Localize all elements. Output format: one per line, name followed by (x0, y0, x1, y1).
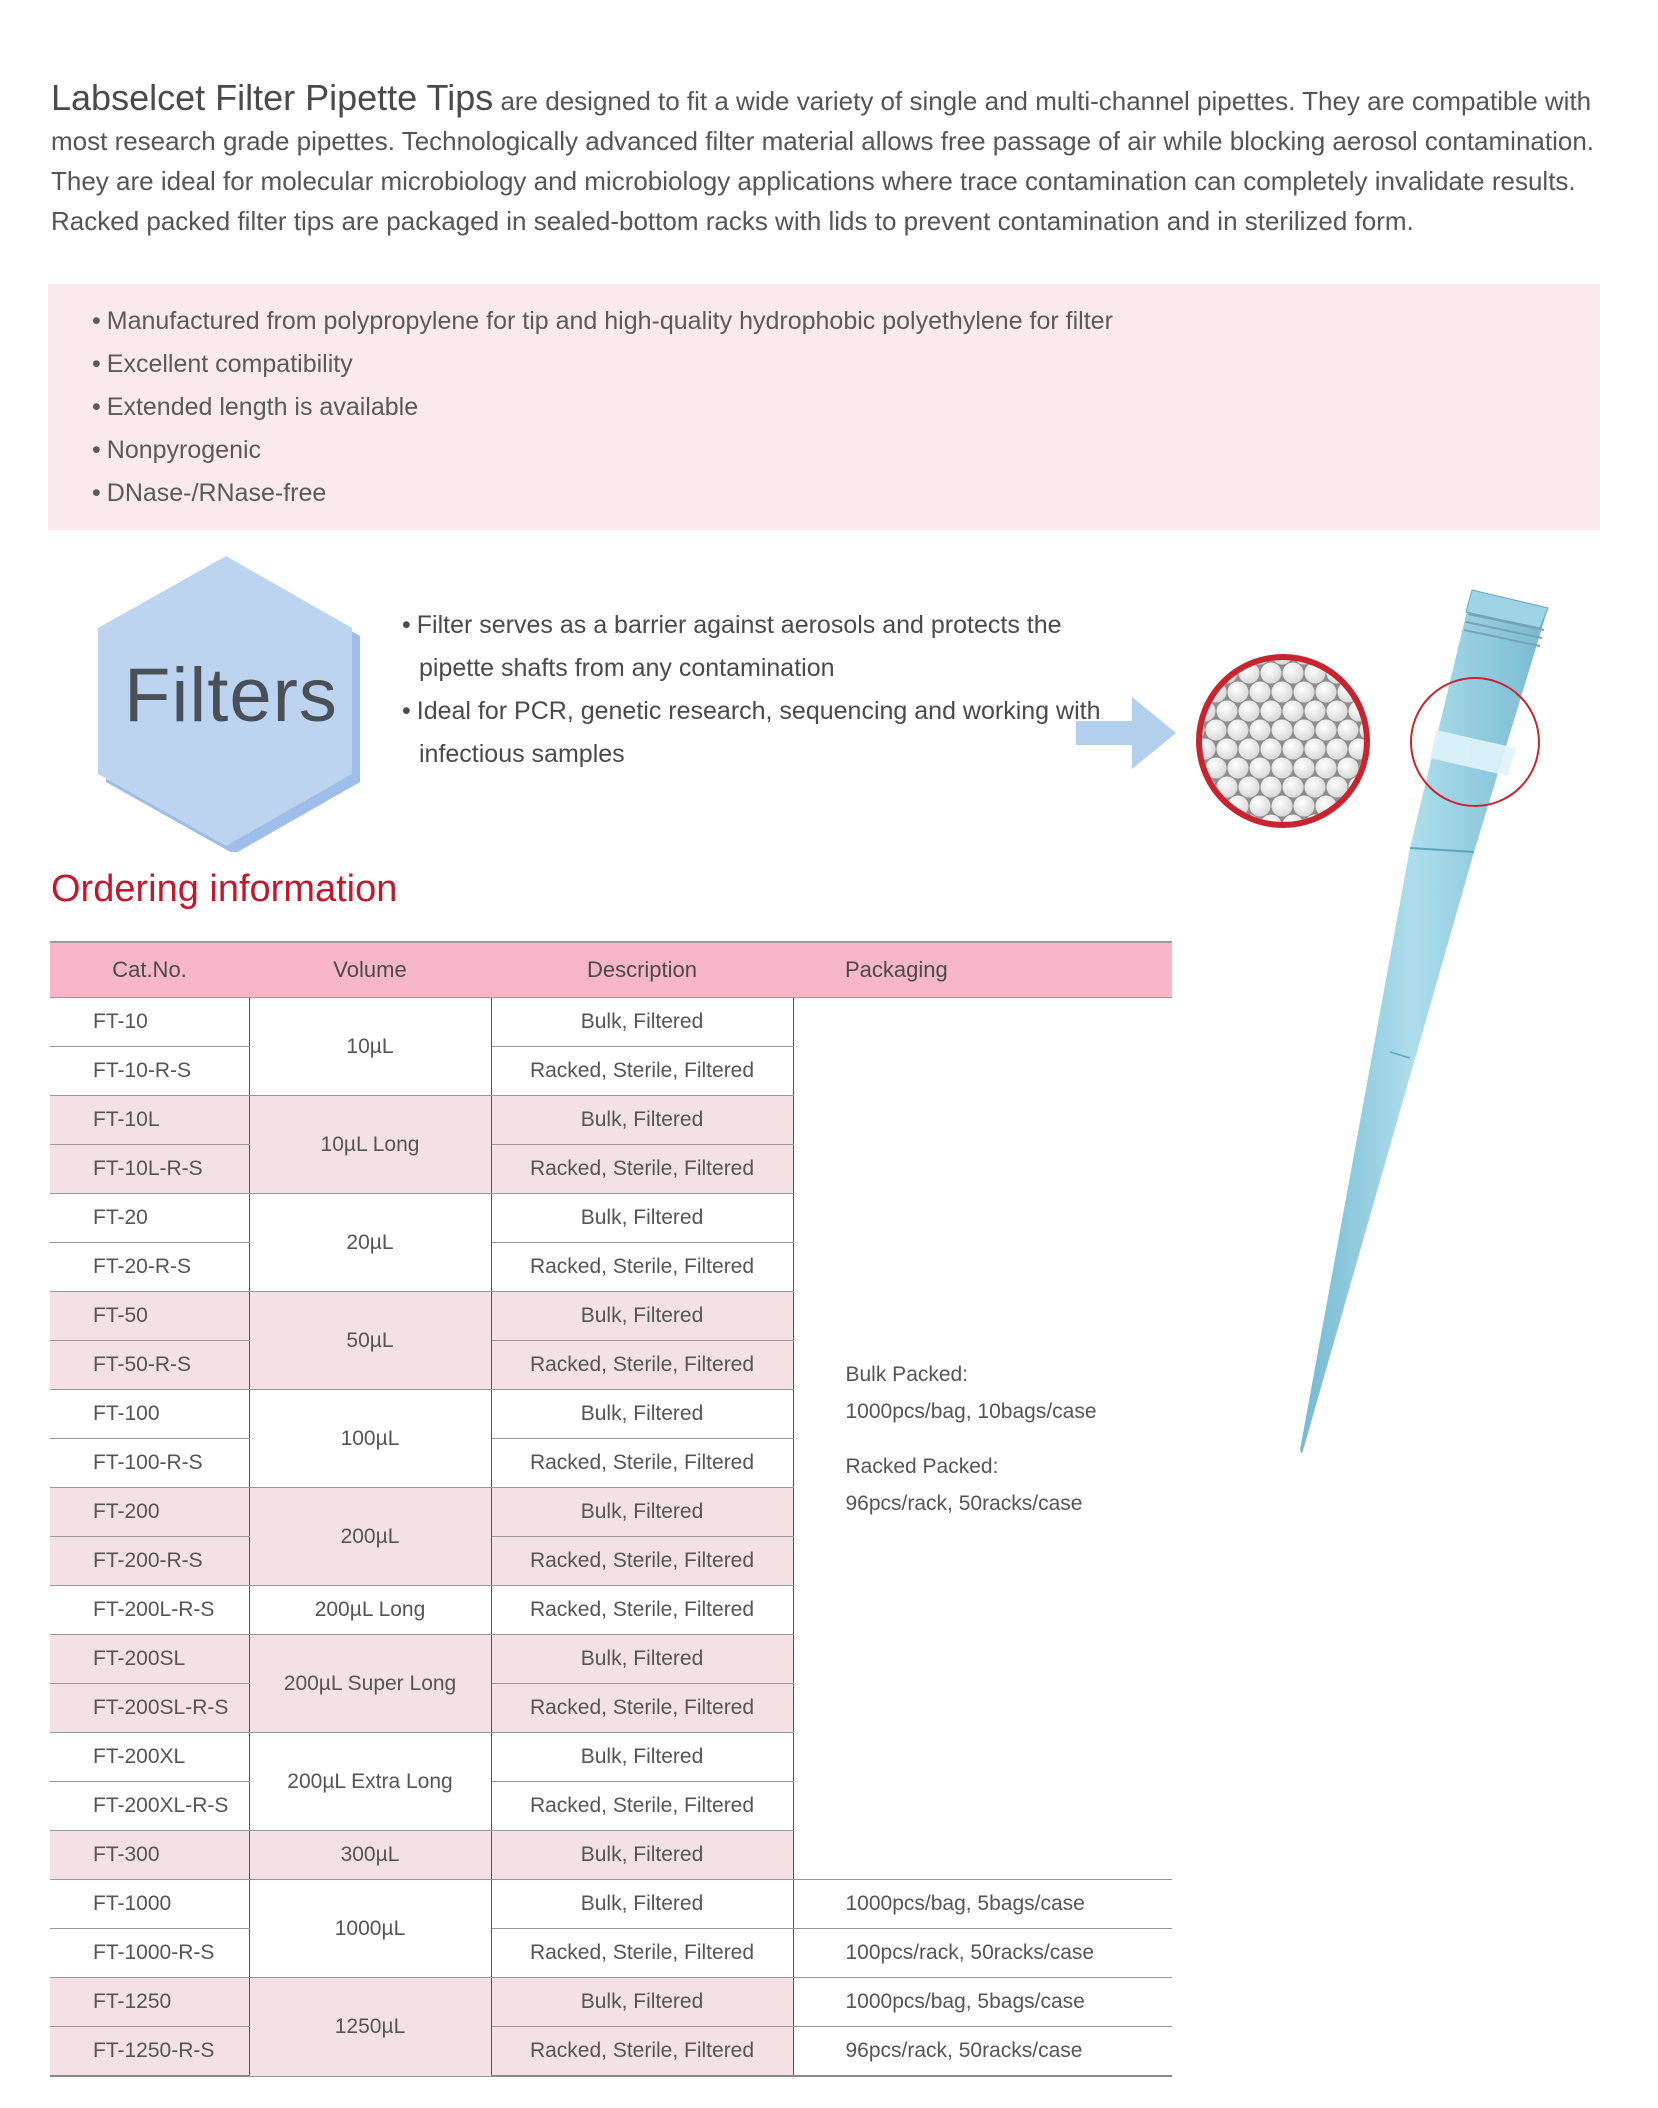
cat-cell: FT-10L (50, 1096, 249, 1145)
cat-cell: FT-300 (50, 1831, 249, 1880)
feature-box (48, 284, 1600, 530)
cat-cell: FT-10 (50, 998, 249, 1047)
shared-packaging-cell (793, 998, 1172, 1880)
description-cell: Bulk, Filtered (491, 1292, 793, 1341)
filter-notes (402, 604, 1102, 776)
cat-cell: FT-200XL (50, 1733, 249, 1782)
cat-cell: FT-200SL-R-S (50, 1684, 249, 1733)
cat-cell: FT-50-R-S (50, 1341, 249, 1390)
volume-cell: 200µL Super Long (249, 1635, 491, 1733)
filter-bead (1217, 815, 1238, 835)
header-packaging: Packaging (793, 942, 1172, 998)
table-header-row (50, 942, 1172, 998)
volume-cell: 50µL (249, 1292, 491, 1390)
brand-name: Labselcet Filter Pipette Tips (51, 77, 494, 118)
volume-cell: 20µL (249, 1194, 491, 1292)
description-cell: Bulk, Filtered (491, 998, 793, 1047)
description-cell: Bulk, Filtered (491, 1488, 793, 1537)
filter-bead (1206, 648, 1227, 665)
description-cell: Bulk, Filtered (491, 1635, 793, 1684)
cat-cell: FT-200XL-R-S (50, 1782, 249, 1831)
description-cell: Racked, Sterile, Filtered (491, 1439, 793, 1488)
feature-item: • Excellent compatibility (92, 343, 1600, 386)
cat-cell: FT-10-R-S (50, 1047, 249, 1096)
filter-bead (1239, 777, 1260, 798)
filter-bead (1261, 701, 1282, 722)
racked-packed-value: 96pcs/rack, 50racks/case (845, 1491, 1083, 1515)
description-cell: Bulk, Filtered (491, 1978, 793, 2027)
filter-bead (1250, 796, 1271, 817)
bulk-packed-value: 1000pcs/bag, 10bags/case (845, 1399, 1097, 1423)
table-row (50, 1929, 1172, 1978)
cat-cell: FT-1250 (50, 1978, 249, 2027)
filter-note: • Ideal for PCR, genetic research, sequencing and working with infectious samples (402, 690, 1102, 776)
filter-bead (1190, 834, 1205, 835)
cat-cell: FT-200SL (50, 1635, 249, 1684)
header-volume: Volume (249, 942, 491, 998)
description-cell: Racked, Sterile, Filtered (491, 1341, 793, 1390)
description-cell: Bulk, Filtered (491, 1390, 793, 1439)
cat-cell: FT-50 (50, 1292, 249, 1341)
filter-bead (1261, 777, 1282, 798)
cat-cell: FT-200 (50, 1488, 249, 1537)
filter-bead (1217, 701, 1238, 722)
filter-note: • Filter serves as a barrier against aerosols and protects the pipette shafts from any contamination (402, 604, 1102, 690)
description-cell: Bulk, Filtered (491, 1096, 793, 1145)
packaging-cell: 1000pcs/bag, 5bags/case (793, 1978, 1172, 2027)
filters-label: Filters (124, 653, 338, 738)
feature-item: • DNase-/RNase-free (92, 472, 1600, 515)
description-cell: Racked, Sterile, Filtered (491, 1145, 793, 1194)
feature-item: • Extended length is available (92, 386, 1600, 429)
description-cell: Racked, Sterile, Filtered (491, 1586, 793, 1635)
filter-bead (1250, 758, 1271, 779)
filter-bead (1228, 648, 1249, 665)
filter-bead (1228, 682, 1249, 703)
filter-bead (1190, 682, 1205, 703)
volume-cell: 200µL (249, 1488, 491, 1586)
volume-cell: 200µL Long (249, 1586, 491, 1635)
packaging-cell: 1000pcs/bag, 5bags/case (793, 1880, 1172, 1929)
feature-item: • Nonpyrogenic (92, 429, 1600, 472)
filter-bead (1239, 739, 1260, 760)
ordering-table (50, 941, 1172, 2077)
cat-cell: FT-100-R-S (50, 1439, 249, 1488)
racked-packed-label: Racked Packed: (845, 1454, 999, 1478)
description-cell: Bulk, Filtered (491, 1194, 793, 1243)
volume-cell: 10µL (249, 998, 491, 1096)
feature-list (48, 284, 1600, 515)
filter-bead (1206, 720, 1227, 741)
volume-cell: 200µL Extra Long (249, 1733, 491, 1831)
volume-cell: 300µL (249, 1831, 491, 1880)
filter-bead (1217, 739, 1238, 760)
description-cell: Bulk, Filtered (491, 1831, 793, 1880)
cat-cell: FT-20-R-S (50, 1243, 249, 1292)
cat-cell: FT-200L-R-S (50, 1586, 249, 1635)
description-cell: Racked, Sterile, Filtered (491, 1537, 793, 1586)
description-cell: Bulk, Filtered (491, 1733, 793, 1782)
pipette-tip-image (1290, 582, 1580, 1462)
ordering-title: Ordering information (51, 868, 398, 910)
filter-bead (1206, 834, 1227, 835)
feature-item: • Manufactured from polypropylene for tip and high-quality hydrophobic polyethylene for filter (92, 300, 1600, 343)
packaging-cell: 100pcs/rack, 50racks/case (793, 1929, 1172, 1978)
description-cell: Racked, Sterile, Filtered (491, 2027, 793, 2077)
table-row (50, 2027, 1172, 2077)
table-row (50, 998, 1172, 1047)
volume-cell: 100µL (249, 1390, 491, 1488)
filter-bead (1190, 648, 1205, 665)
cat-cell: FT-10L-R-S (50, 1145, 249, 1194)
cat-cell: FT-100 (50, 1390, 249, 1439)
header-description: Description (491, 942, 793, 998)
packaging-cell: 96pcs/rack, 50racks/case (793, 2027, 1172, 2077)
filter-bead (1250, 834, 1271, 835)
volume-cell: 10µL Long (249, 1096, 491, 1194)
filter-bead (1228, 758, 1249, 779)
intro-text: are designed to fit a wide variety of single and multi-channel pipettes. They are compatible with most research grade pipettes. Technologically advanced filter material allows free passage of air while blocking aerosol contamination. They are ideal for molecular microbiology and microbiology applications where trace contamination can completely invalidate results. Racked packed filter tips are packaged in sealed-bottom racks with lids to prevent contamination and in sterilized form. (51, 86, 1595, 236)
cat-cell: FT-200-R-S (50, 1537, 249, 1586)
filter-bead (1239, 701, 1260, 722)
cat-cell: FT-1000-R-S (50, 1929, 249, 1978)
arrow-right-icon (1076, 697, 1176, 769)
header-cat: Cat.No. (50, 942, 249, 998)
table-row (50, 1880, 1172, 1929)
description-cell: Racked, Sterile, Filtered (491, 1684, 793, 1733)
description-cell: Racked, Sterile, Filtered (491, 1047, 793, 1096)
volume-cell: 1000µL (249, 1880, 491, 1978)
filter-bead (1261, 663, 1282, 684)
filter-bead (1190, 796, 1205, 817)
cat-cell: FT-20 (50, 1194, 249, 1243)
filter-bead (1228, 720, 1249, 741)
description-cell: Bulk, Filtered (491, 1880, 793, 1929)
filter-bead (1195, 815, 1216, 835)
filter-bead (1250, 682, 1271, 703)
filter-bead (1228, 834, 1249, 835)
table-row (50, 1978, 1172, 2027)
filter-bead (1261, 739, 1282, 760)
cat-cell: FT-1250-R-S (50, 2027, 249, 2077)
intro-paragraph (51, 78, 1606, 241)
description-cell: Racked, Sterile, Filtered (491, 1782, 793, 1831)
cat-cell: FT-1000 (50, 1880, 249, 1929)
volume-cell: 1250µL (249, 1978, 491, 2077)
bulk-packed-label: Bulk Packed: (845, 1362, 969, 1386)
description-cell: Racked, Sterile, Filtered (491, 1243, 793, 1292)
description-cell: Racked, Sterile, Filtered (491, 1929, 793, 1978)
filter-bead (1250, 720, 1271, 741)
filter-bead (1195, 663, 1216, 684)
